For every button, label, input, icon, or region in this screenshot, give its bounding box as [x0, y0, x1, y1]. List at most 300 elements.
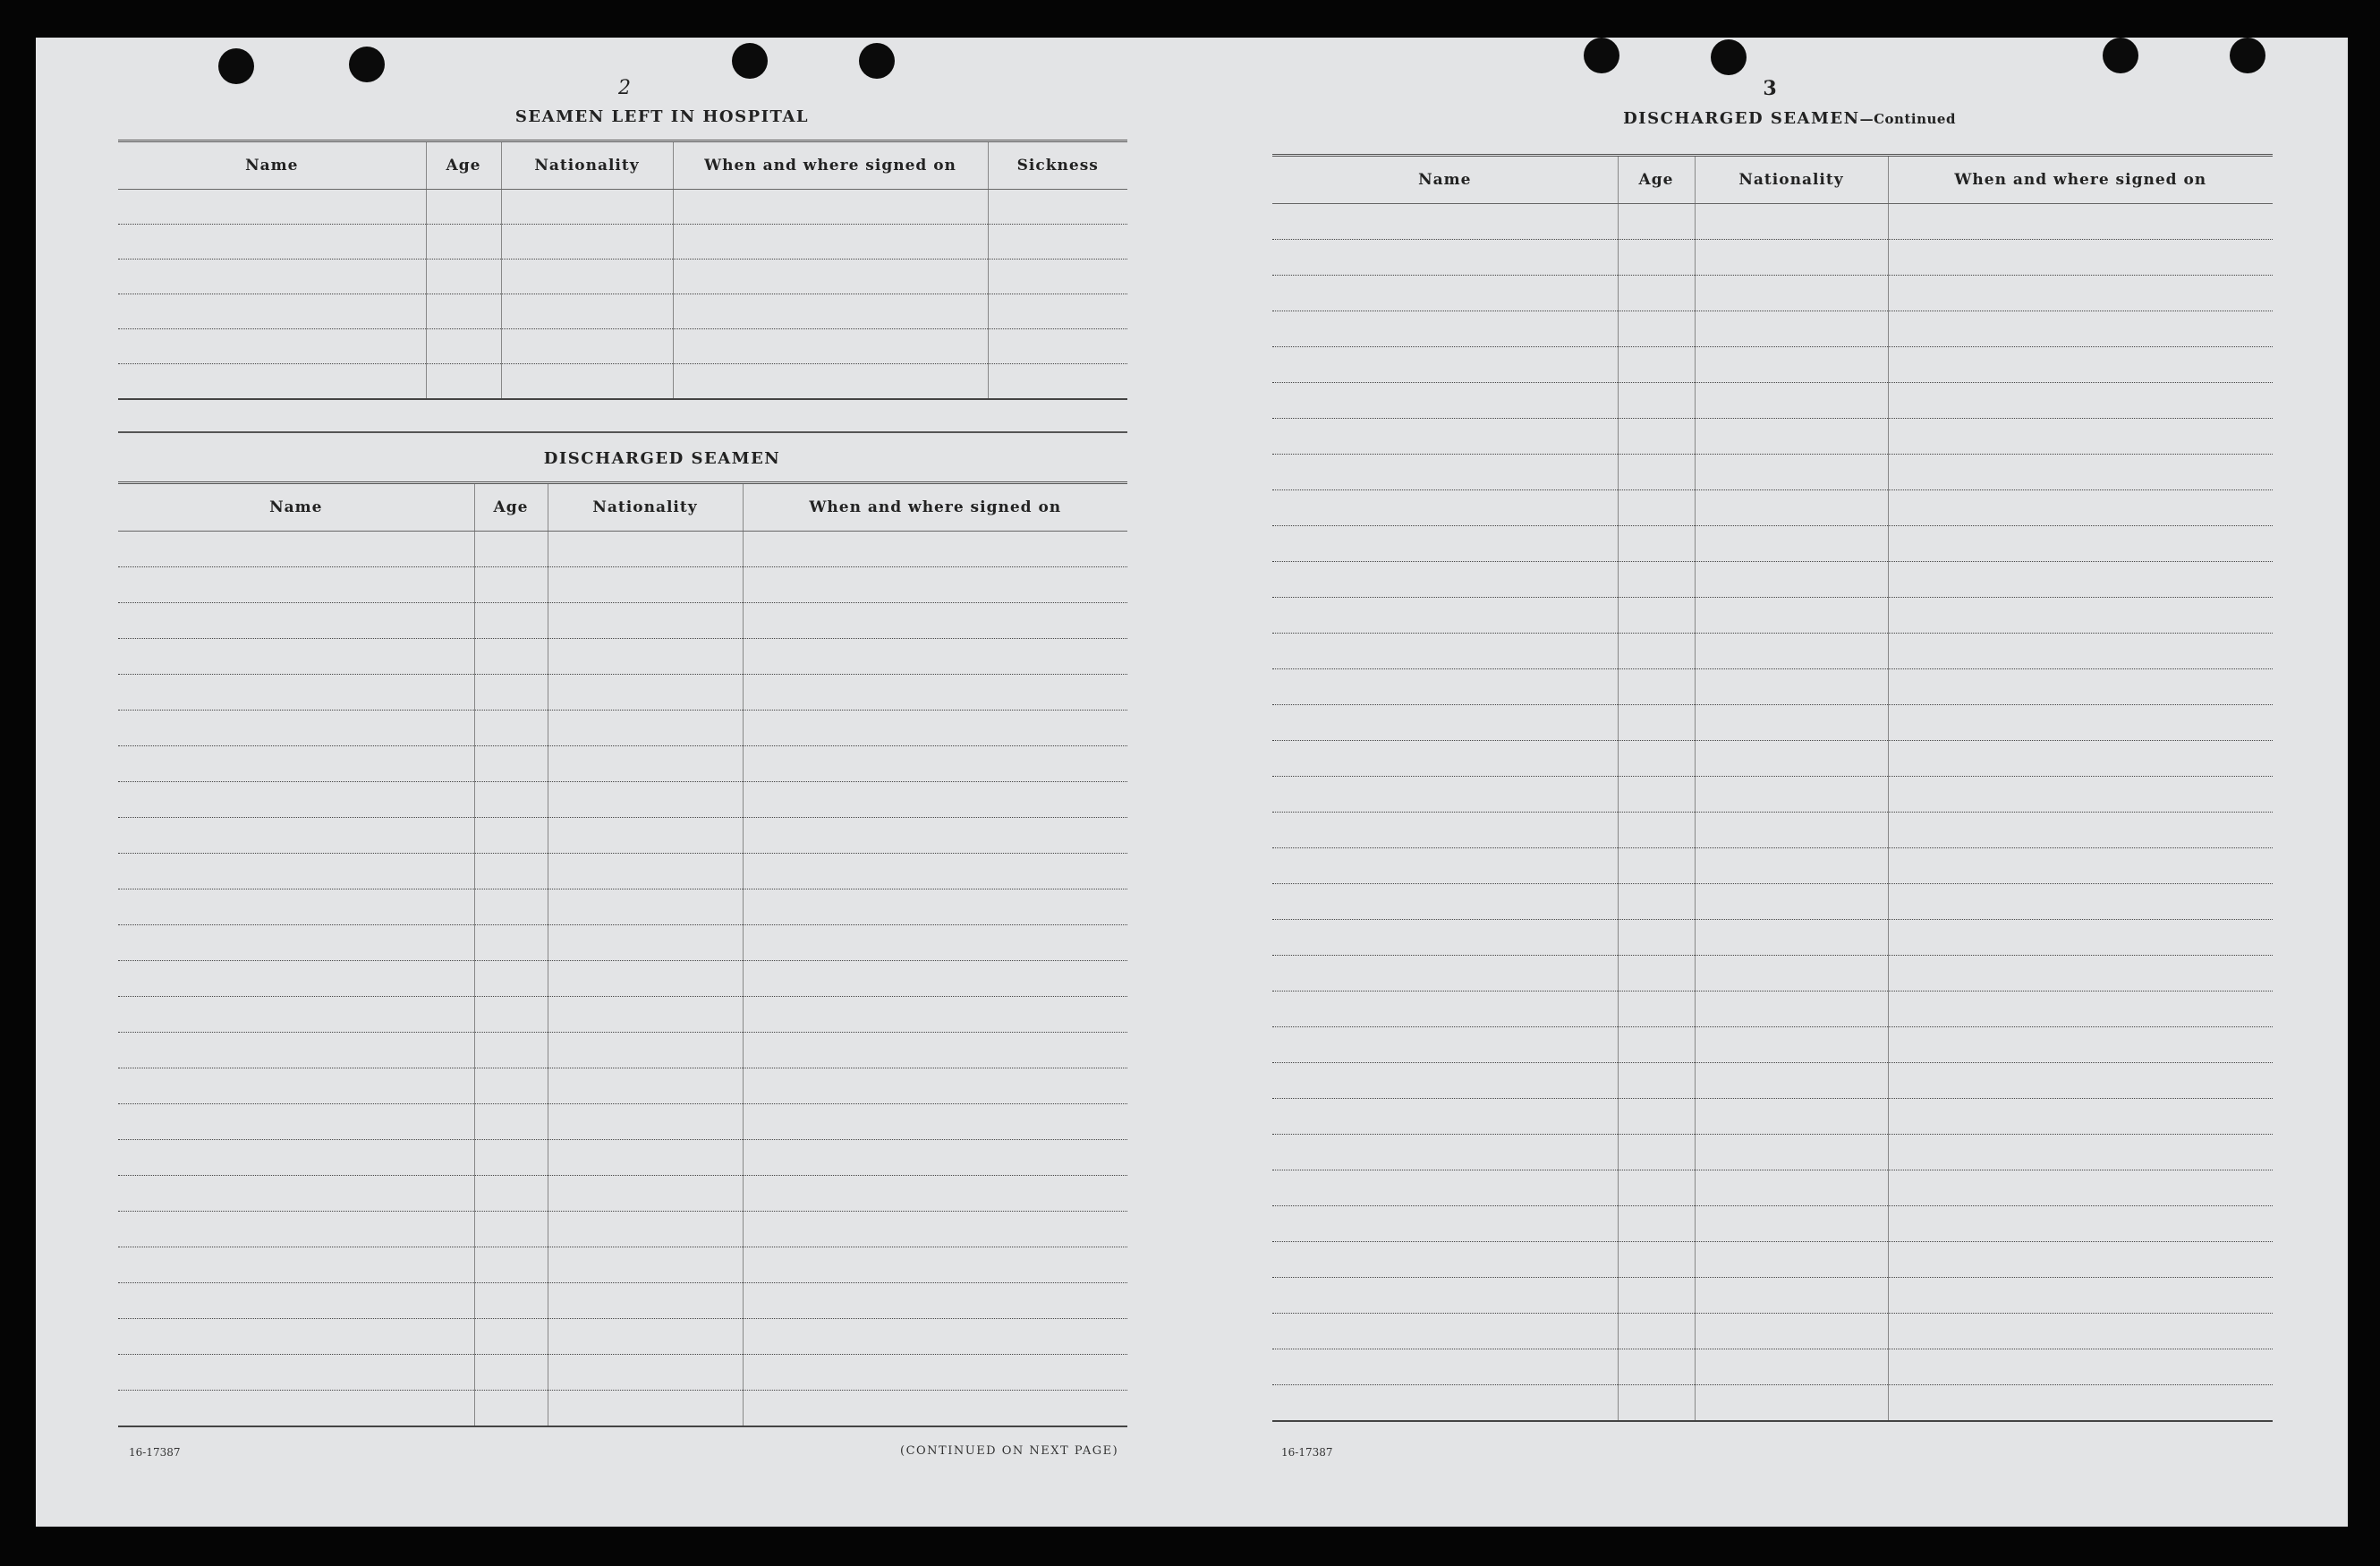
blank-cell [1272, 562, 1618, 598]
blank-cell [988, 225, 1127, 260]
section-divider [118, 431, 1127, 433]
form-row [1272, 777, 2273, 813]
blank-cell [1272, 1314, 1618, 1349]
blank-cell [548, 1176, 743, 1212]
column-header-age: Age [474, 483, 548, 532]
blank-cell [1888, 276, 2273, 311]
form-row [1272, 1349, 2273, 1385]
blank-cell [1695, 598, 1888, 634]
blank-cell [743, 675, 1127, 711]
blank-cell [1888, 311, 2273, 347]
hospital-table [118, 140, 1127, 400]
blank-cell [1695, 562, 1888, 598]
blank-cell [1888, 598, 2273, 634]
blank-cell [1272, 1027, 1618, 1063]
blank-cell [1618, 383, 1695, 419]
blank-cell [1272, 741, 1618, 777]
form-row [1272, 848, 2273, 884]
form-number-left: 16-17387 [129, 1446, 181, 1459]
blank-cell [474, 1140, 548, 1176]
form-row [1272, 204, 2273, 240]
blank-cell [548, 1355, 743, 1391]
blank-cell [118, 854, 474, 889]
blank-cell [1272, 1099, 1618, 1135]
blank-cell [1888, 1242, 2273, 1278]
blank-cell [1888, 1063, 2273, 1099]
blank-cell [988, 294, 1127, 329]
blank-cell [474, 1355, 548, 1391]
blank-cell [1272, 848, 1618, 884]
blank-cell [1695, 634, 1888, 669]
blank-cell [1888, 490, 2273, 526]
punch-hole [859, 43, 895, 79]
blank-cell [1272, 1349, 1618, 1385]
blank-cell [1888, 419, 2273, 455]
blank-cell [1888, 1135, 2273, 1170]
blank-cell [1888, 813, 2273, 848]
blank-cell [743, 1033, 1127, 1068]
blank-cell [548, 818, 743, 854]
blank-cell [1272, 1385, 1618, 1422]
blank-cell [743, 1319, 1127, 1355]
blank-cell [1618, 1099, 1695, 1135]
blank-cell [474, 603, 548, 639]
column-header-age: Age [1618, 156, 1695, 204]
blank-cell [1618, 1135, 1695, 1170]
form-row [1272, 419, 2273, 455]
discharged-table [118, 481, 1127, 1427]
blank-cell [743, 925, 1127, 961]
blank-cell [474, 1068, 548, 1104]
blank-cell [1618, 598, 1695, 634]
blank-cell [474, 532, 548, 567]
blank-cell [118, 1176, 474, 1212]
blank-cell [1888, 848, 2273, 884]
blank-cell [1695, 1099, 1888, 1135]
blank-cell [1272, 777, 1618, 813]
blank-cell [548, 854, 743, 889]
blank-cell [501, 294, 673, 329]
blank-cell [1618, 884, 1695, 920]
blank-cell [743, 818, 1127, 854]
blank-cell [1618, 705, 1695, 741]
blank-cell [1618, 920, 1695, 956]
form-row [1272, 741, 2273, 777]
blank-cell [118, 1319, 474, 1355]
blank-cell [118, 997, 474, 1033]
continued-title-suffix: —Continued [1859, 111, 1956, 127]
form-number-right: 16-17387 [1281, 1446, 1333, 1459]
blank-cell [474, 1176, 548, 1212]
blank-cell [548, 639, 743, 675]
blank-cell [1888, 1385, 2273, 1422]
blank-cell [1695, 490, 1888, 526]
blank-cell [988, 190, 1127, 225]
blank-cell [1888, 562, 2273, 598]
hospital-section-title: SEAMEN LEFT IN HOSPITAL [514, 107, 810, 126]
blank-cell [501, 329, 673, 364]
form-row [118, 925, 1127, 961]
punch-hole [732, 43, 768, 79]
blank-cell [1888, 526, 2273, 562]
form-row [1272, 813, 2273, 848]
blank-cell [1888, 455, 2273, 490]
form-row [118, 997, 1127, 1033]
blank-cell [548, 782, 743, 818]
blank-cell [743, 639, 1127, 675]
blank-cell [673, 190, 988, 225]
form-row [118, 603, 1127, 639]
blank-cell [673, 294, 988, 329]
blank-cell [548, 1140, 743, 1176]
blank-cell [426, 225, 501, 260]
blank-cell [474, 854, 548, 889]
blank-cell [548, 1068, 743, 1104]
blank-cell [548, 567, 743, 603]
blank-cell [118, 225, 426, 260]
blank-cell [1272, 1278, 1618, 1314]
form-row [1272, 562, 2273, 598]
column-header-signed-on: When and where signed on [743, 483, 1127, 532]
form-row [1272, 992, 2273, 1027]
blank-cell [118, 294, 426, 329]
form-row [1272, 1242, 2273, 1278]
blank-cell [1695, 1385, 1888, 1422]
blank-cell [1695, 311, 1888, 347]
blank-cell [1618, 1206, 1695, 1242]
blank-cell [1618, 1314, 1695, 1349]
form-row [1272, 1099, 2273, 1135]
form-row [118, 746, 1127, 782]
continued-section-title [1557, 109, 2022, 128]
blank-cell [1695, 920, 1888, 956]
blank-cell [743, 997, 1127, 1033]
blank-cell [474, 782, 548, 818]
blank-cell [743, 567, 1127, 603]
blank-cell [548, 1319, 743, 1355]
blank-cell [743, 854, 1127, 889]
blank-cell [474, 675, 548, 711]
form-row [1272, 705, 2273, 741]
blank-cell [548, 1391, 743, 1427]
blank-cell [1272, 455, 1618, 490]
blank-cell [1618, 455, 1695, 490]
blank-cell [474, 997, 548, 1033]
blank-cell [1695, 383, 1888, 419]
blank-cell [1272, 992, 1618, 1027]
blank-cell [1695, 1278, 1888, 1314]
blank-cell [1695, 240, 1888, 276]
blank-cell [1272, 813, 1618, 848]
blank-cell [1695, 705, 1888, 741]
blank-cell [743, 1247, 1127, 1283]
blank-cell [548, 1247, 743, 1283]
blank-cell [1695, 956, 1888, 992]
punch-hole [1584, 38, 1619, 73]
blank-cell [1618, 1278, 1695, 1314]
form-row [1272, 490, 2273, 526]
column-header-nationality: Nationality [501, 141, 673, 190]
blank-cell [548, 711, 743, 746]
blank-cell [1618, 992, 1695, 1027]
blank-cell [1888, 1278, 2273, 1314]
column-header-sickness: Sickness [988, 141, 1127, 190]
punch-hole [2230, 38, 2265, 73]
blank-cell [1695, 204, 1888, 240]
blank-cell [1695, 884, 1888, 920]
blank-cell [1272, 1206, 1618, 1242]
form-row [118, 532, 1127, 567]
blank-cell [1618, 848, 1695, 884]
blank-cell [988, 329, 1127, 364]
column-header-signed-on: When and where signed on [1888, 156, 2273, 204]
blank-cell [118, 260, 426, 294]
form-row [1272, 240, 2273, 276]
blank-cell [1888, 383, 2273, 419]
blank-cell [474, 925, 548, 961]
form-row [118, 818, 1127, 854]
blank-cell [1618, 813, 1695, 848]
blank-cell [1695, 1027, 1888, 1063]
blank-cell [1272, 204, 1618, 240]
blank-cell [1272, 634, 1618, 669]
punch-hole [2103, 38, 2138, 73]
form-row [118, 1140, 1127, 1176]
blank-cell [118, 889, 474, 925]
blank-cell [474, 1283, 548, 1319]
blank-cell [474, 1391, 548, 1427]
blank-cell [1618, 1349, 1695, 1385]
blank-cell [474, 1212, 548, 1247]
blank-cell [118, 818, 474, 854]
blank-cell [474, 746, 548, 782]
blank-cell [1695, 1349, 1888, 1385]
blank-cell [1618, 1385, 1695, 1422]
blank-cell [1695, 992, 1888, 1027]
blank-cell [1618, 490, 1695, 526]
blank-cell [743, 1391, 1127, 1427]
blank-cell [118, 1104, 474, 1140]
blank-cell [548, 997, 743, 1033]
form-row [1272, 634, 2273, 669]
continued-title-text: DISCHARGED SEAMEN [1623, 109, 1860, 128]
blank-cell [474, 567, 548, 603]
blank-cell [118, 961, 474, 997]
blank-cell [1695, 813, 1888, 848]
blank-cell [1272, 1063, 1618, 1099]
blank-cell [743, 1140, 1127, 1176]
blank-cell [1888, 920, 2273, 956]
blank-cell [1888, 777, 2273, 813]
blank-cell [1272, 276, 1618, 311]
blank-cell [118, 925, 474, 961]
blank-cell [118, 1068, 474, 1104]
column-header-nationality: Nationality [1695, 156, 1888, 204]
page-number-left: 2 [618, 77, 631, 99]
blank-cell [743, 1176, 1127, 1212]
blank-cell [1618, 741, 1695, 777]
blank-cell [1618, 956, 1695, 992]
blank-cell [1888, 1206, 2273, 1242]
blank-cell [1888, 634, 2273, 669]
blank-cell [743, 711, 1127, 746]
blank-cell [548, 925, 743, 961]
form-row [1272, 1206, 2273, 1242]
blank-cell [1272, 705, 1618, 741]
blank-cell [1695, 741, 1888, 777]
blank-cell [1888, 1099, 2273, 1135]
form-row [118, 1033, 1127, 1068]
blank-cell [474, 1319, 548, 1355]
form-row [1272, 956, 2273, 992]
blank-cell [743, 532, 1127, 567]
blank-cell [1618, 777, 1695, 813]
blank-cell [1272, 311, 1618, 347]
blank-cell [1272, 1170, 1618, 1206]
blank-cell [1272, 383, 1618, 419]
blank-cell [426, 329, 501, 364]
form-row [118, 961, 1127, 997]
blank-cell [1695, 1135, 1888, 1170]
blank-cell [1618, 1063, 1695, 1099]
blank-cell [1695, 777, 1888, 813]
blank-cell [1695, 347, 1888, 383]
blank-cell [743, 746, 1127, 782]
blank-cell [743, 782, 1127, 818]
blank-cell [474, 711, 548, 746]
form-row [1272, 311, 2273, 347]
blank-cell [1618, 526, 1695, 562]
blank-cell [1695, 1170, 1888, 1206]
blank-cell [548, 603, 743, 639]
blank-cell [1618, 1027, 1695, 1063]
blank-cell [474, 818, 548, 854]
form-row [1272, 383, 2273, 419]
blank-cell [1888, 1027, 2273, 1063]
blank-cell [548, 746, 743, 782]
column-header-name: Name [118, 141, 426, 190]
column-header-name: Name [1272, 156, 1618, 204]
blank-cell [1272, 956, 1618, 992]
form-row [118, 567, 1127, 603]
blank-cell [501, 225, 673, 260]
blank-cell [1695, 1314, 1888, 1349]
discharged-section-title: DISCHARGED SEAMEN [543, 449, 781, 468]
form-row [118, 1212, 1127, 1247]
form-row [118, 1391, 1127, 1427]
blank-cell [1272, 490, 1618, 526]
blank-cell [1888, 1349, 2273, 1385]
blank-cell [548, 532, 743, 567]
blank-cell [548, 1104, 743, 1140]
blank-cell [1695, 526, 1888, 562]
blank-cell [743, 1212, 1127, 1247]
form-row [118, 1247, 1127, 1283]
blank-cell [1888, 1170, 2273, 1206]
blank-cell [1695, 848, 1888, 884]
blank-cell [1618, 634, 1695, 669]
blank-cell [1272, 884, 1618, 920]
blank-cell [426, 260, 501, 294]
blank-cell [1272, 526, 1618, 562]
blank-cell [118, 675, 474, 711]
form-row [1272, 276, 2273, 311]
blank-cell [1888, 884, 2273, 920]
blank-cell [1888, 669, 2273, 705]
blank-cell [1888, 741, 2273, 777]
blank-cell [118, 532, 474, 567]
form-row [1272, 1063, 2273, 1099]
blank-cell [118, 1212, 474, 1247]
blank-cell [1695, 1242, 1888, 1278]
blank-cell [548, 889, 743, 925]
blank-cell [501, 260, 673, 294]
blank-cell [426, 190, 501, 225]
column-header-signed-on: When and where signed on [673, 141, 988, 190]
form-row [118, 260, 1127, 294]
blank-cell [1618, 1170, 1695, 1206]
blank-cell [1888, 1314, 2273, 1349]
punch-hole [1711, 39, 1747, 75]
blank-cell [1272, 920, 1618, 956]
document-sheet [36, 38, 2348, 1527]
blank-cell [474, 1033, 548, 1068]
blank-cell [1618, 276, 1695, 311]
blank-cell [1695, 1063, 1888, 1099]
blank-cell [1888, 240, 2273, 276]
blank-cell [548, 1212, 743, 1247]
blank-cell [743, 1068, 1127, 1104]
continued-note: (CONTINUED ON NEXT PAGE) [900, 1444, 1119, 1458]
blank-cell [743, 889, 1127, 925]
form-row [1272, 1170, 2273, 1206]
form-row [118, 711, 1127, 746]
blank-cell [118, 1140, 474, 1176]
blank-cell [118, 782, 474, 818]
form-row [1272, 455, 2273, 490]
form-row [1272, 884, 2273, 920]
blank-cell [673, 329, 988, 364]
form-row [118, 889, 1127, 925]
blank-cell [1618, 204, 1695, 240]
form-row [1272, 669, 2273, 705]
form-row [118, 854, 1127, 889]
blank-cell [118, 1283, 474, 1319]
blank-cell [474, 889, 548, 925]
blank-cell [743, 603, 1127, 639]
blank-cell [1272, 598, 1618, 634]
column-header-age: Age [426, 141, 501, 190]
blank-cell [1695, 419, 1888, 455]
blank-cell [1888, 705, 2273, 741]
punch-hole [218, 48, 254, 84]
blank-cell [1618, 419, 1695, 455]
form-row [118, 1355, 1127, 1391]
form-row [1272, 1135, 2273, 1170]
form-row [1272, 347, 2273, 383]
blank-cell [1272, 419, 1618, 455]
form-row [118, 225, 1127, 260]
blank-cell [474, 961, 548, 997]
blank-cell [548, 961, 743, 997]
blank-cell [1888, 956, 2273, 992]
form-row [118, 639, 1127, 675]
form-row [1272, 1385, 2273, 1422]
form-row [118, 364, 1127, 400]
blank-cell [673, 225, 988, 260]
blank-cell [548, 1283, 743, 1319]
blank-cell [988, 364, 1127, 400]
